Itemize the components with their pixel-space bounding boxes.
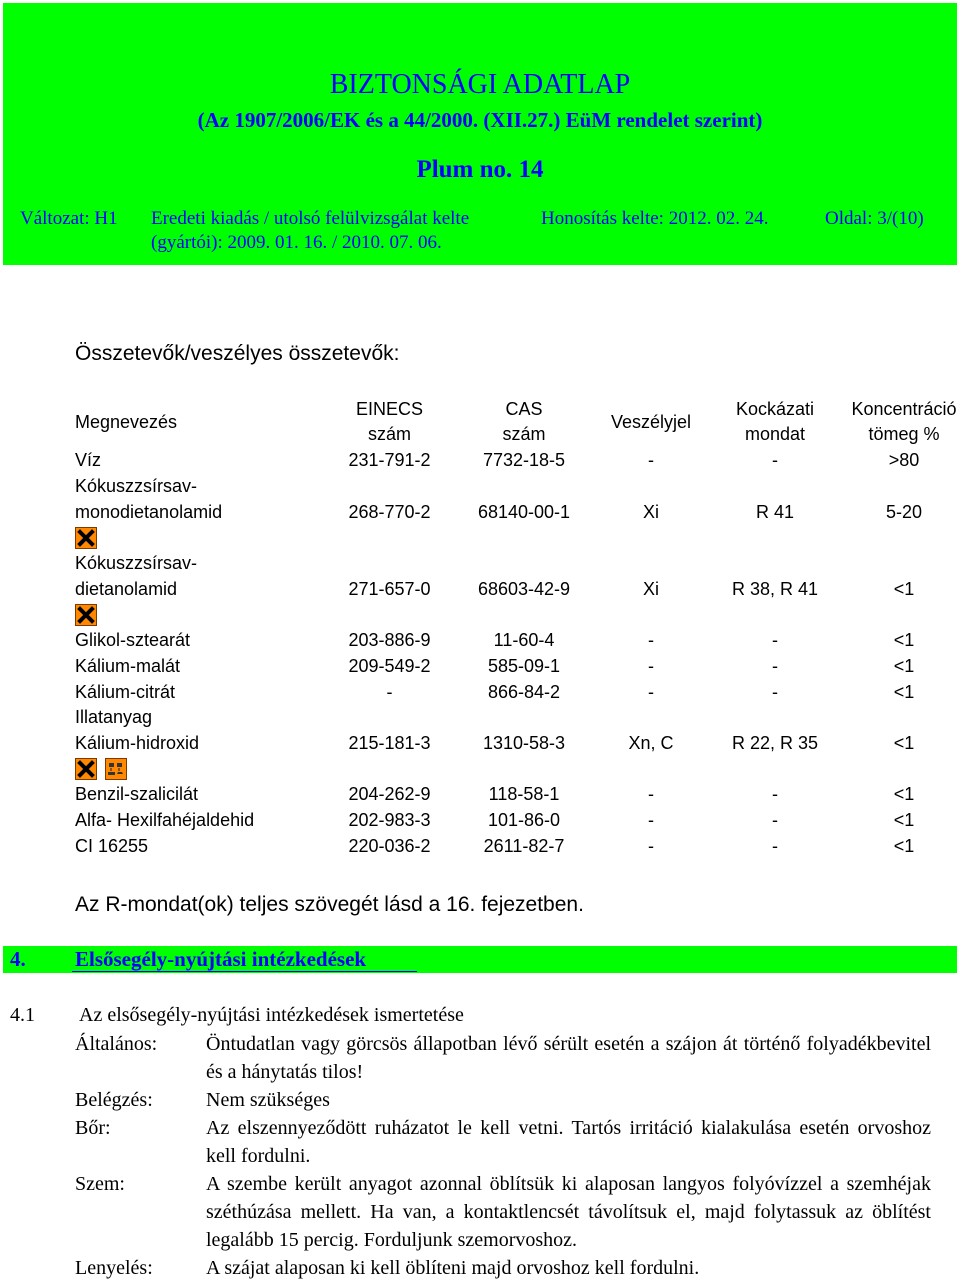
document-subtitle: (Az 1907/2006/EK és a 44/2000. (XII.27.) EüM rendelet szerint) xyxy=(197,108,763,132)
first-aid-text-inhalation: Nem szükséges xyxy=(206,1089,330,1111)
product-name: Plum no. 14 xyxy=(416,156,544,183)
hazard-symbol-row xyxy=(70,756,960,782)
table-row: Kókuszzsírsav- xyxy=(75,553,198,574)
header-einecs: EINECS szám xyxy=(355,399,424,444)
header-name: Megnevezés xyxy=(75,411,178,432)
composition-table xyxy=(70,396,960,859)
table-row: CI 16255 220-036-2 2611-82-7 - - <1 xyxy=(75,835,915,856)
first-aid-label-ingestion: Lenyelés: xyxy=(75,1257,153,1279)
harmful-irritant-x-icon xyxy=(75,758,97,780)
table-row: monodietanolamid 268-770-2 68140-00-1 Xi R 41 5-20 xyxy=(75,501,923,522)
table-row: Illatanyag xyxy=(75,707,153,728)
table-row: Kókuszzsírsav- xyxy=(75,476,198,497)
table-row: Kálium-hidroxid 215-181-3 1310-58-3 Xn, C R 22, R 35 <1 xyxy=(75,732,915,753)
edition-line-2: (gyártói): 2009. 01. 16. / 2010. 07. 06. xyxy=(151,232,442,253)
version-label: Változat: H1 xyxy=(20,208,118,229)
first-aid-label-inhalation: Belégzés: xyxy=(75,1089,153,1111)
table-row: dietanolamid 271-657-0 68603-42-9 Xi R 38, R 41 <1 xyxy=(75,578,915,599)
header-risk: Kockázati mondat xyxy=(735,399,815,444)
header-cas: CAS szám xyxy=(502,399,546,444)
document-header xyxy=(3,3,957,265)
edition-line-1: Eredeti kiadás / utolsó felülvizsgálat kelte xyxy=(151,208,470,229)
corrosive-icon xyxy=(105,758,127,780)
section-4-heading xyxy=(3,946,957,973)
first-aid-label-skin: Bőr: xyxy=(75,1117,111,1139)
first-aid-label-eye: Szem: xyxy=(75,1173,125,1195)
section-4-number: 4. xyxy=(10,947,26,971)
table-row: Glikol-sztearát 203-886-9 11-60-4 - - <1 xyxy=(75,630,915,651)
first-aid-text-ingestion: A szájat alaposan ki kell öblíteni majd orvoshoz kell fordulni. xyxy=(206,1257,700,1279)
table-row: Alfa- Hexilfahéjaldehid 202-983-3 101-86-0 - - <1 xyxy=(75,809,915,830)
first-aid-label-general: Általános: xyxy=(75,1033,158,1055)
document-title: BIZTONSÁGI ADATLAP xyxy=(329,69,631,100)
section-4-underline xyxy=(72,971,417,972)
table-header-row xyxy=(70,396,960,448)
hazard-symbol-row xyxy=(70,525,960,551)
hazard-symbol-row xyxy=(70,602,960,628)
harmful-irritant-x-icon xyxy=(75,527,97,549)
composition-intro: Összetevők/veszélyes összetevők: xyxy=(75,342,400,365)
r-phrase-note: Az R-mondat(ok) teljes szövegét lásd a 16. fejezetben. xyxy=(75,893,584,916)
harmful-irritant-x-icon xyxy=(75,604,97,626)
localization-date: Honosítás kelte: 2012. 02. 24. xyxy=(541,208,769,229)
edition-dates xyxy=(151,207,469,255)
section-4-title: Elsősegély-nyújtási intézkedések xyxy=(75,947,367,971)
first-aid-text-eye: A szembe került anyagot azonnal öblítsük ki alaposan langyos folyóvízzel a szemhéjak széthúzása mellett. Ha van, a kontaktlencsét távolítsuk el, majd folytassuk az öblítést legalább 15 percig. Forduljunk szemorvoshoz. xyxy=(206,1173,931,1251)
subsection-title: Az elsősegély-nyújtási intézkedések ismertetése xyxy=(79,1004,464,1026)
subsection-number: 4.1 xyxy=(10,1004,35,1026)
table-row: Benzil-szalicilát 204-262-9 118-58-1 - - <1 xyxy=(75,784,915,805)
first-aid-text-general: Öntudatlan vagy görcsös állapotban lévő sérült esetén a szájon át történő folyadékbevitel és a hánytatás tilos! xyxy=(206,1033,931,1083)
table-row: Kálium-malát 209-549-2 585-09-1 - - <1 xyxy=(75,655,915,676)
first-aid-text-skin: Az elszennyeződött ruházatot le kell vetni. Tartós irritáció kialakulása esetén orvoshoz kell fordulni. xyxy=(206,1117,931,1167)
page-number: Oldal: 3/(10) xyxy=(825,208,924,229)
header-symbol: Veszélyjel xyxy=(610,411,692,432)
header-concentration: Koncentráció tömeg % xyxy=(851,399,957,444)
table-row: Kálium-citrát - 866-84-2 - - <1 xyxy=(75,681,915,702)
table-row: Víz 231-791-2 7732-18-5 - - >80 xyxy=(75,450,920,471)
